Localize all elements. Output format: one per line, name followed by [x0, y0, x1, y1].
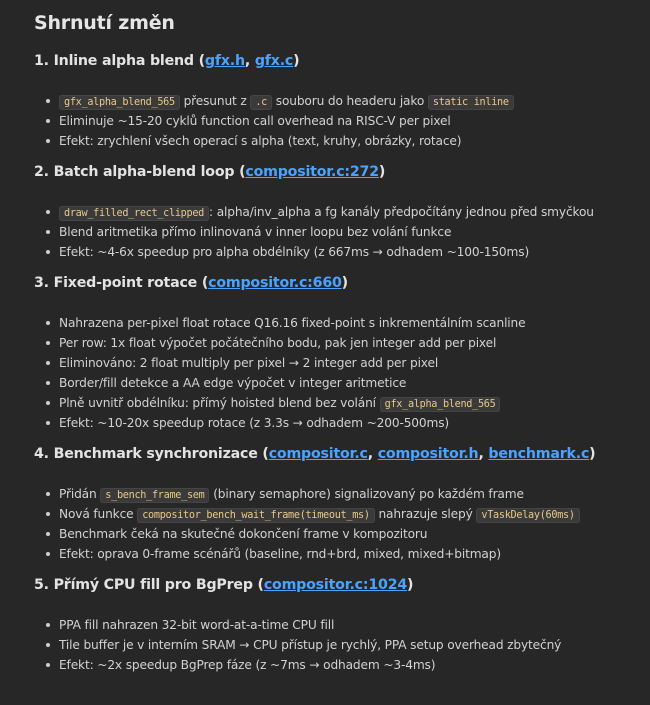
section-spacer — [34, 564, 632, 575]
list-item — [46, 131, 632, 151]
list-item — [46, 333, 632, 353]
list-item — [46, 242, 632, 262]
list-item — [46, 353, 632, 373]
list-item — [46, 91, 632, 111]
section-spacer — [34, 151, 632, 162]
section-5 — [34, 575, 632, 675]
inline-code: compositor_bench_wait_frame(timeout_ms) — [137, 508, 375, 523]
bullet-list — [34, 484, 632, 564]
list-item — [46, 202, 632, 222]
item-text: Nahrazena per-pixel float rotace Q16.16 fixed-point s inkrementálním scanline — [59, 316, 526, 330]
sections — [34, 51, 632, 675]
bullet-list — [34, 91, 632, 151]
list-item — [46, 222, 632, 242]
file-link[interactable]: gfx.c — [254, 53, 294, 69]
section-1 — [34, 51, 632, 162]
item-text: Border/fill detekce a AA edge výpočet v integer aritmetice — [59, 376, 407, 390]
item-text: Přidán — [59, 487, 101, 501]
inline-code: s_bench_frame_sem — [100, 488, 209, 503]
section-3 — [34, 273, 632, 444]
item-text: Eliminováno: 2 float multiply per pixel → 2 integer add per pixel — [59, 356, 439, 370]
section-spacer — [34, 262, 632, 273]
inline-code: .c — [250, 95, 272, 110]
list-item — [46, 544, 632, 564]
item-text: Blend aritmetika přímo inlinovaná v inner loopu bez volání funkce — [59, 225, 452, 239]
list-item — [46, 655, 632, 675]
item-text: nahrazuje slepý — [374, 507, 477, 521]
section-heading: 1. Inline alpha blend (gfx.h, gfx.c) — [34, 53, 300, 69]
section-spacer — [34, 433, 632, 444]
item-text: Tile buffer je v interním SRAM → CPU přístup je rychlý, PPA setup overhead zbytečný — [59, 638, 562, 652]
section-heading-text: 4. Benchmark synchronizace — [34, 446, 258, 462]
bullet-list — [34, 615, 632, 675]
section-4 — [34, 444, 632, 575]
list-item — [46, 373, 632, 393]
item-text: PPA fill nahrazen 32-bit word-at-a-time CPU fill — [59, 618, 335, 632]
item-text: : alpha/inv_alpha a fg kanály předpočítány jednou před smyčkou — [209, 205, 594, 219]
list-item — [46, 393, 632, 413]
inline-code: gfx_alpha_blend_565 — [59, 95, 180, 110]
section-heading: 5. Přímý CPU fill pro BgPrep (compositor.c:1024) — [34, 577, 414, 593]
section-heading-text: 1. Inline alpha blend — [34, 53, 194, 69]
bullet-list — [34, 202, 632, 262]
list-item — [46, 413, 632, 433]
list-item — [46, 635, 632, 655]
list-item — [46, 615, 632, 635]
list-item — [46, 504, 632, 524]
item-text: Efekt: oprava 0-frame scénářů (baseline, rnd+brd, mixed, mixed+bitmap) — [59, 547, 501, 561]
file-link[interactable]: benchmark.c — [488, 446, 590, 462]
item-text: Efekt: ~2x speedup BgPrep fáze (z ~7ms → odhadem ~3-4ms) — [59, 658, 436, 672]
item-text: přesunut z — [179, 94, 251, 108]
item-text: Eliminuje ~15-20 cyklů function call overhead na RISC-V per pixel — [59, 114, 451, 128]
file-link[interactable]: compositor.h — [377, 446, 479, 462]
file-link[interactable]: compositor.c:272 — [245, 164, 379, 180]
inline-code: vTaskDelay(60ms) — [476, 508, 579, 523]
list-item — [46, 484, 632, 504]
item-text: Efekt: zrychlení všech operací s alpha (text, kruhy, obrázky, rotace) — [59, 134, 462, 148]
inline-code: static inline — [428, 95, 514, 110]
list-item — [46, 524, 632, 544]
file-link[interactable]: compositor.c — [268, 446, 368, 462]
item-text: (binary semaphore) signalizovaný po každém frame — [209, 487, 524, 501]
item-text: Nová funkce — [59, 507, 138, 521]
file-link[interactable]: gfx.h — [204, 53, 245, 69]
item-text: Per row: 1x float výpočet počátečního bodu, pak jen integer add per pixel — [59, 336, 497, 350]
section-heading-text: 3. Fixed-point rotace — [34, 275, 198, 291]
list-item — [46, 111, 632, 131]
section-heading: 4. Benchmark synchronizace (compositor.c, compositor.h, benchmark.c) — [34, 446, 596, 462]
section-heading: 2. Batch alpha-blend loop (compositor.c:272) — [34, 164, 386, 180]
section-heading-text: 2. Batch alpha-blend loop — [34, 164, 235, 180]
section-heading-text: 5. Přímý CPU fill pro BgPrep — [34, 577, 253, 593]
item-text: souboru do headeru jako — [272, 94, 428, 108]
inline-code: gfx_alpha_blend_565 — [380, 397, 501, 412]
item-text: Efekt: ~10-20x speedup rotace (z 3.3s → odhadem ~200-500ms) — [59, 416, 450, 430]
list-item — [46, 313, 632, 333]
item-text: Efekt: ~4-6x speedup pro alpha obdélníky (z 667ms → odhadem ~100-150ms) — [59, 245, 530, 259]
item-text: Plně uvnitř obdélníku: přímý hoisted blend bez volání — [59, 396, 380, 410]
inline-code: draw_filled_rect_clipped — [59, 206, 209, 221]
section-heading: 3. Fixed-point rotace (compositor.c:660) — [34, 275, 348, 291]
page-title: Shrnutí změn — [34, 12, 175, 34]
file-link[interactable]: compositor.c:660 — [208, 275, 342, 291]
section-2 — [34, 162, 632, 273]
bullet-list — [34, 313, 632, 433]
file-link[interactable]: compositor.c:1024 — [263, 577, 408, 593]
item-text: Benchmark čeká na skutečné dokončení frame v kompozitoru — [59, 527, 428, 541]
